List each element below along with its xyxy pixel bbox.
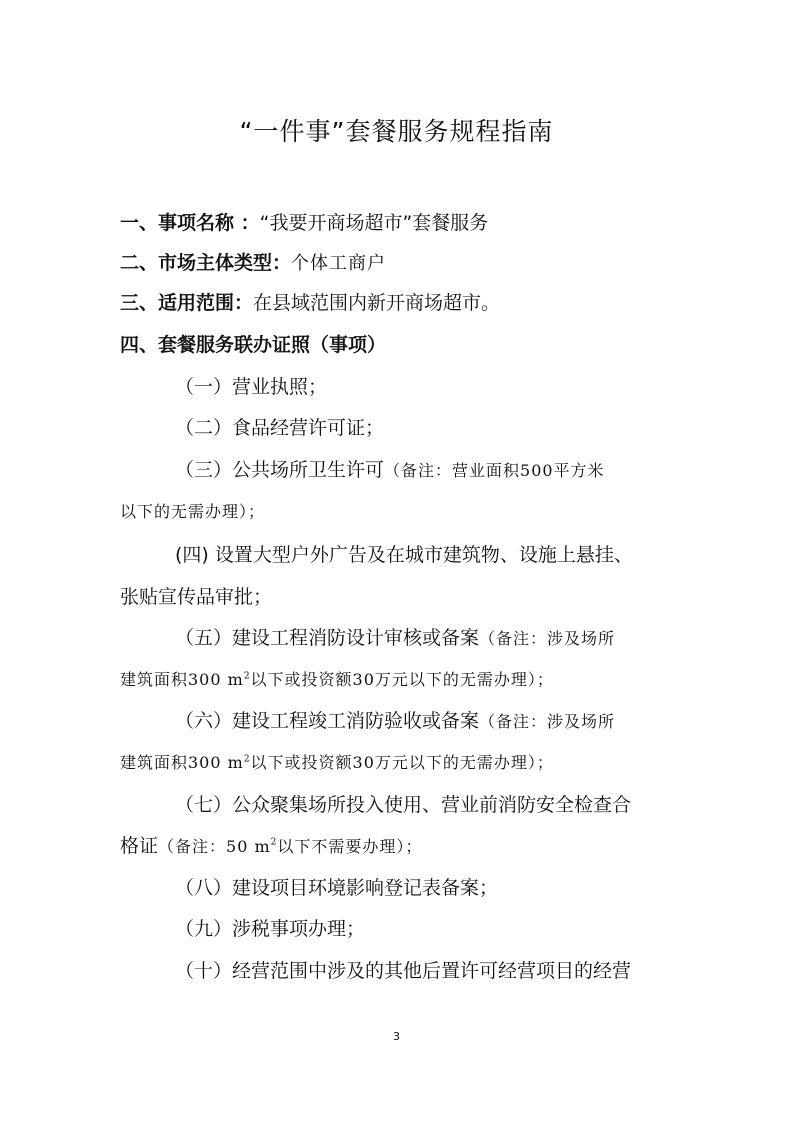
section-entity-type-label: 二、市场主体类型： xyxy=(120,252,292,274)
list-item-6 xyxy=(175,706,680,737)
section-entity-type xyxy=(120,248,680,279)
list-item-7-note-rest: 以下不需要办理）； xyxy=(277,837,423,856)
list-item-3-note-cont: 以下的无需办理）； xyxy=(120,502,266,521)
section-scope xyxy=(120,288,680,318)
list-item-5-note-cont xyxy=(120,665,680,695)
section-item-name-label: 一、事项名称 ： xyxy=(120,212,260,234)
list-item-9: （九）涉税事项办理； xyxy=(175,918,366,940)
list-item-4-line2: 张贴宣传品审批； xyxy=(120,586,273,608)
list-item-2: （二）食品经营许可证； xyxy=(175,417,385,439)
section-item-name xyxy=(120,208,680,238)
list-item-5 xyxy=(175,623,680,654)
list-item-7-main: 格证 xyxy=(120,835,159,857)
list-item-7-line1: （七）公众聚集场所投入使用、营业前消防安全检查合 xyxy=(175,794,632,816)
page-number: 3 xyxy=(393,1030,400,1043)
list-item-7-line2 xyxy=(120,831,680,862)
list-item-5-rest: 以下或投资额30万元以下的无需办理）； xyxy=(250,670,554,689)
list-item-10: （十）经营范围中涉及的其他后置许可经营项目的经营 xyxy=(175,960,632,982)
list-item-6-note: （备注：涉及场所 xyxy=(479,712,616,731)
list-item-6-area: 建筑面积300 m xyxy=(120,753,244,772)
section-scope-label: 三、适用范围： xyxy=(120,292,254,314)
section-item-name-value: “我要开商场超市”套餐服务 xyxy=(259,212,489,234)
list-item-3-main: （三）公共场所卫生许可 xyxy=(175,459,385,481)
list-item-8: （八）建设项目环境影响登记表备案； xyxy=(175,877,499,899)
list-item-5-main: （五）建设工程消防设计审核或备案 xyxy=(175,627,480,649)
list-item-5-sup: 2 xyxy=(243,671,251,682)
list-item-7-note: （备注：50 m xyxy=(158,837,271,856)
list-item-5-area: 建筑面积300 m xyxy=(120,670,244,689)
list-item-1: （一）营业执照； xyxy=(175,376,328,398)
list-item-6-sup: 2 xyxy=(243,754,251,765)
list-item-5-note: （备注：涉及场所 xyxy=(479,629,616,648)
list-item-6-main: （六）建设工程竣工消防验收或备案 xyxy=(175,710,480,732)
section-services-heading: 四、套餐服务联办证照（事项） xyxy=(120,334,387,356)
list-item-7-sup: 2 xyxy=(270,837,278,848)
section-entity-type-value: 个体工商户 xyxy=(291,253,387,274)
list-item-3-note: （备注：营业面积500平方米 xyxy=(384,461,605,480)
document-title: “一件事”套餐服务规程指南 xyxy=(239,117,554,146)
list-item-3 xyxy=(175,455,680,486)
list-item-6-rest: 以下或投资额30万元以下的无需办理）； xyxy=(250,753,554,772)
section-scope-value: 在县域范围内新开商场超市。 xyxy=(253,292,501,314)
list-item-6-note-cont xyxy=(120,748,680,778)
list-item-4-line1: (四) 设置大型户外广告及在城市建筑物、设施上悬挂、 xyxy=(175,544,633,566)
